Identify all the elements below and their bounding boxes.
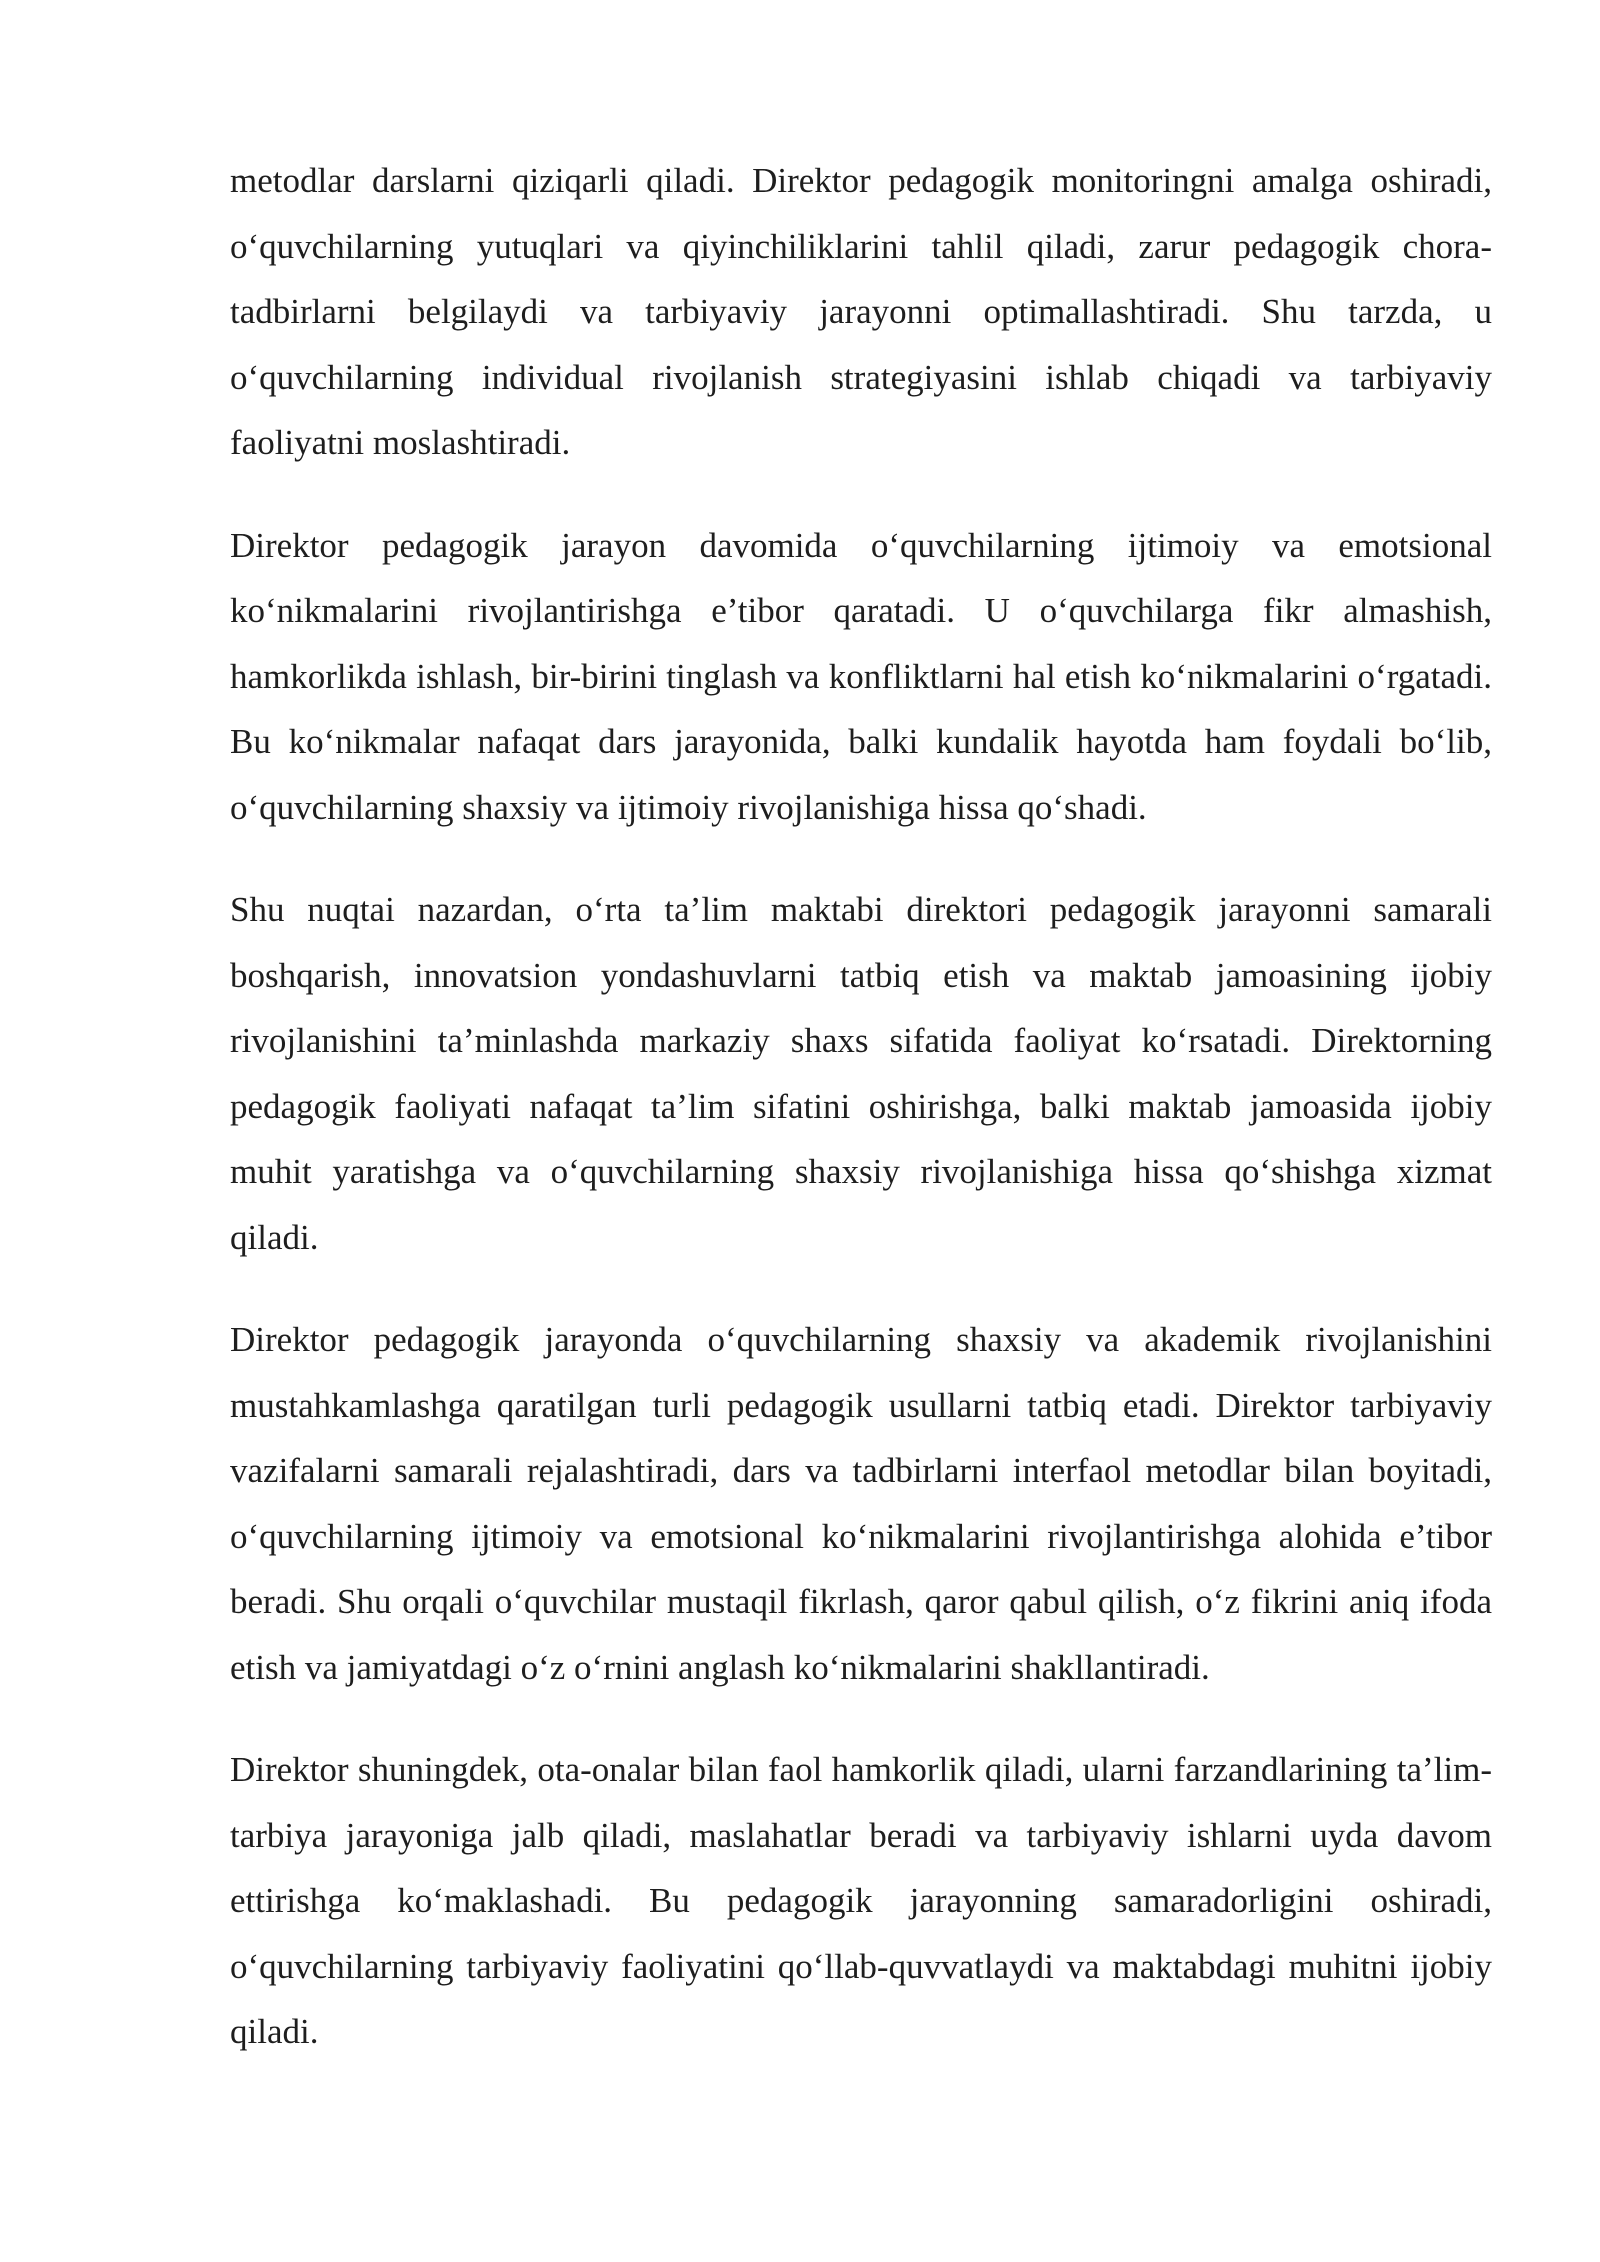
paragraph-5: Direktor shuningdek, ota-onalar bilan faol hamkorlik qiladi, ularni farzandlarining ta’lim-tarbiya jarayoniga jalb qiladi, maslahatlar beradi va tarbiyaviy ishlarni uyda davom ettirishga ko‘maklashadi. Bu pedagogik jarayonning samaradorligini oshiradi, o‘quvchilarning tarbiyaviy faoliyatini qo‘llab-quvvatlaydi va maktabdagi muhitni ijobiy qiladi. xyxy=(230,1750,1492,2051)
paragraph-2: Direktor pedagogik jarayon davomida o‘quvchilarning ijtimoiy va emotsional ko‘nikmalarini rivojlantirishga e’tibor qaratadi. U o‘quvchilarga fikr almashish, hamkorlikda ishlash, bir-birini tinglash va konfliktlarni hal etish ko‘nikmalarini o‘rgatadi. Bu ko‘nikmalar nafaqat dars jarayonida, balki kundalik hayotda ham foydali bo‘lib, o‘quvchilarning shaxsiy va ijtimoiy rivojlanishiga hissa qo‘shadi. xyxy=(230,525,1492,827)
document-body xyxy=(230,148,1492,2102)
paragraph-1: metodlar darslarni qiziqarli qiladi. Direktor pedagogik monitoringni amalga oshiradi, o‘quvchilarning yutuqlari va qiyinchiliklarini tahlil qiladi, zarur pedagogik chora-tadbirlarni belgilaydi va tarbiyaviy jarayonni optimallashtiradi. Shu tarzda, u o‘quvchilarning individual rivojlanish strategiyasini ishlab chiqadi va tarbiyaviy faoliyatni moslashtiradi. xyxy=(230,161,1492,462)
paragraph-3: Shu nuqtai nazardan, o‘rta ta’lim maktabi direktori pedagogik jarayonni samarali boshqarish, innovatsion yondashuvlarni tatbiq etish va maktab jamoasining ijobiy rivojlanishini ta’minlashda markaziy shaxs sifatida faoliyat ko‘rsatadi. Direktorning pedagogik faoliyati nafaqat ta’lim sifatini oshirishga, balki maktab jamoasida ijobiy muhit yaratishga va o‘quvchilarning shaxsiy rivojlanishiga hissa qo‘shishga xizmat qiladi. xyxy=(230,890,1492,1257)
paragraph-4: Direktor pedagogik jarayonda o‘quvchilarning shaxsiy va akademik rivojlanishini mustahkamlashga qaratilgan turli pedagogik usullarni tatbiq etadi. Direktor tarbiyaviy vazifalarni samarali rejalashtiradi, dars va tadbirlarni interfaol metodlar bilan boyitadi, o‘quvchilarning ijtimoiy va emotsional ko‘nikmalarini rivojlantirishga alohida e’tibor beradi. Shu orqali o‘quvchilar mustaqil fikrlash, qaror qabul qilish, o‘z fikrini aniq ifoda etish va jamiyatdagi o‘z o‘rnini anglash ko‘nikmalarini shakllantiradi. xyxy=(230,1320,1492,1687)
